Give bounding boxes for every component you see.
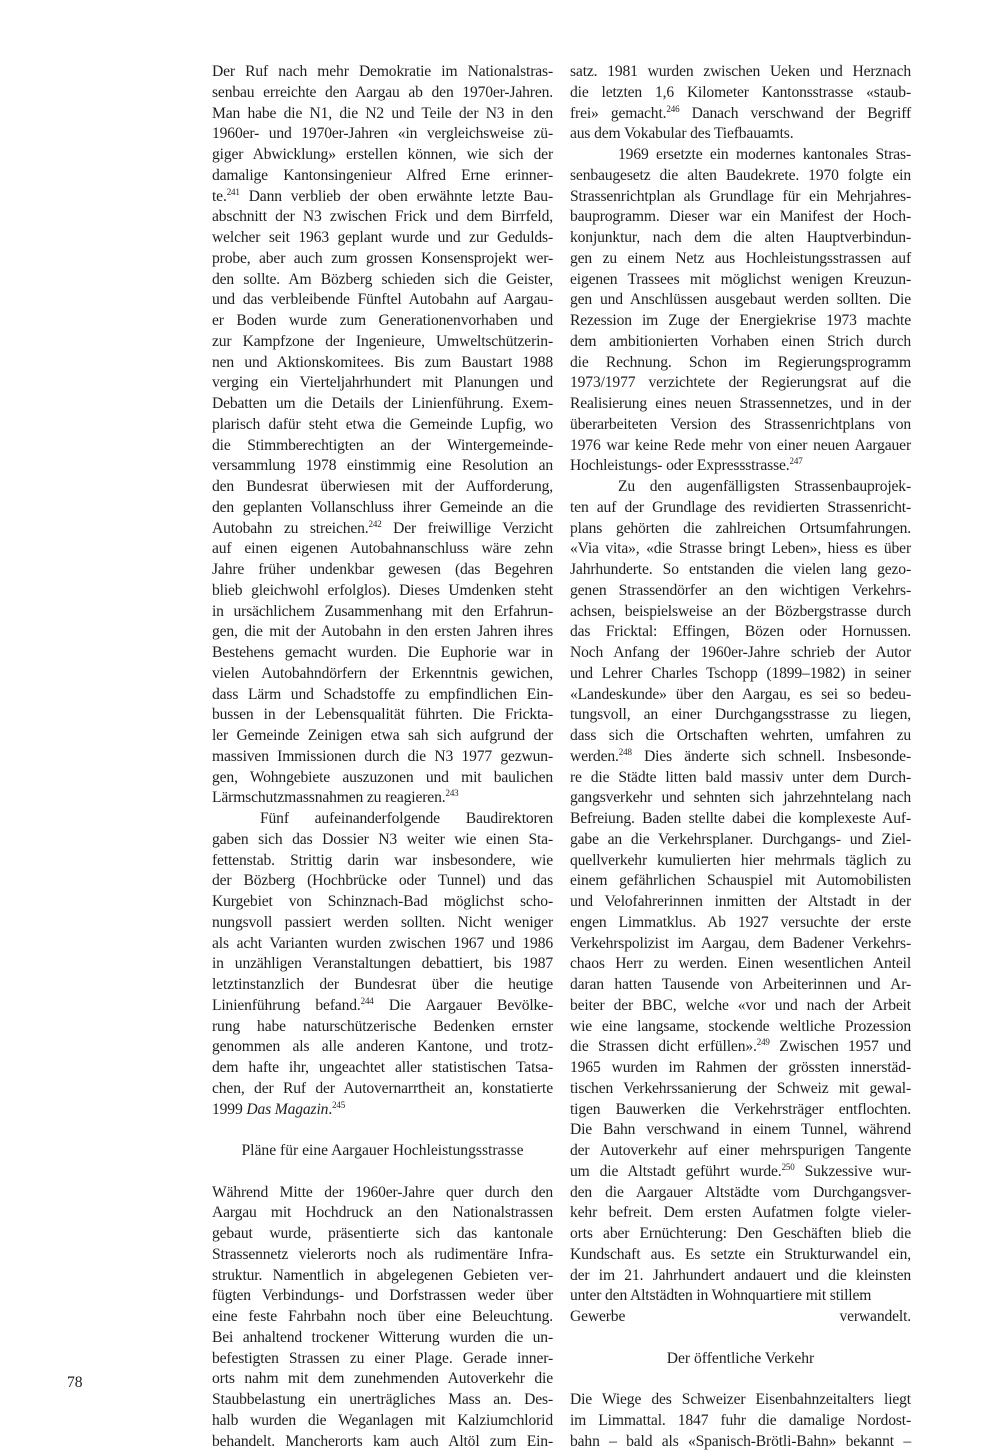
spacer xyxy=(570,1328,911,1349)
text-line: als acht Varianten wurden zwischen 1967 und 1986 xyxy=(212,934,553,952)
text-line: re die Städte litten bald massiv unter dem Durch- xyxy=(570,768,911,786)
text-line: genen Strassendörfer an den wichtigen Verkehrs- xyxy=(570,581,911,599)
text-line: welcher seit 1963 geplant wurde und zur Gedulds- xyxy=(212,229,553,246)
text-line: fettenstab. Strittig darin war insbesondere, wie xyxy=(212,851,553,869)
section-heading: Pläne für eine Aargauer Hochleistungsstrasse xyxy=(241,1142,524,1159)
text-line: «Landeskunde» über den Aargau, es sei so bedeu- xyxy=(570,685,911,703)
text-line: gangsverkehr und sehnten sich jahrzehntelang nach xyxy=(570,789,911,807)
text-line: Die Bahn verschwand in einem Tunnel, während xyxy=(570,1121,911,1139)
text-line: eine feste Fahrbahn noch über eine Beleuchtung. xyxy=(212,1308,553,1325)
text-line: gen und Anschlüssen ausgebaut werden sollten. Die xyxy=(570,291,911,309)
text-line: aus dem Vokabular des Tiefbauamts. xyxy=(570,125,794,143)
text-line: den Bundesrat überwiesen mit der Aufforderung, xyxy=(212,478,553,495)
text-line: Hochleistungs- oder Expressstrasse.$^{247}$ xyxy=(570,456,803,475)
text-line: orts nahm mit dem zunehmenden Autoverkehr die xyxy=(212,1370,553,1388)
text-line: daran hatten Tausende von Arbeiterinnen und Ar- xyxy=(570,976,911,993)
right-column xyxy=(570,62,911,1452)
text-line: Die Wiege des Schweizer Eisenbahnzeitalters liegt xyxy=(570,1391,911,1408)
text-line: Kurgebiet von Schinznach-Bad möglichst scho- xyxy=(212,893,553,910)
text-line: Staubbelastung ein unerträgliches Mass an. Des- xyxy=(212,1391,553,1408)
text-line: die Rechnung. Schon im Regierungsprogramm xyxy=(570,353,911,371)
text-line: der Bözberg (Hochbrücke oder Tunnel) und das xyxy=(212,872,553,890)
text-line: und Lehrer Charles Tschopp (1899–1982) in seiner xyxy=(570,664,911,682)
text-line: orts aber Ernüchterung: Den Geschäften blieb die xyxy=(570,1225,911,1242)
text-line: Noch Anfang der 1960er-Jahre schrieb der Autor xyxy=(570,644,911,661)
text-line: quellverkehr kumulierten hier mehrmals täglich zu xyxy=(570,851,911,869)
spacer xyxy=(212,1162,553,1183)
footnote-ref: 243 xyxy=(445,788,459,799)
text-line: struktur. Namentlich in abgelegenen Gebieten ver- xyxy=(212,1266,553,1284)
text-line: dem ambitionierten Vorhaben einen Strich durch xyxy=(570,332,911,350)
text-line: Verkehrspolizist im Aargau, dem Badener Verkehrs- xyxy=(570,934,911,952)
text-line: befestigten Strassen zu einer Plage. Gerade inner- xyxy=(212,1349,553,1367)
text-line: er Boden wurde zum Generationenvorhaben und xyxy=(212,312,553,329)
text-line: im Limmattal. 1847 fuhr die damalige Nordost- xyxy=(570,1411,911,1429)
text-line: «Via vita», «die Strasse bringt Leben», hiess es über xyxy=(570,540,911,558)
footnote-ref: 249 xyxy=(756,1037,770,1048)
text-line: bussen in der Lebensqualität führten. Die Frickta- xyxy=(212,706,553,724)
text-line: plans gehörten die zahlreichen Ortsumfahrungen. xyxy=(570,519,911,537)
text-line: Strassenrichtplan als Grundlage für ein Mehrjahres- xyxy=(570,187,911,205)
text-line: der im 21. Jahrhundert andauert und die kleinsten xyxy=(570,1266,911,1284)
text-line: Zu den augenfälligsten Strassenbauprojek- xyxy=(618,478,911,495)
text-line: 1999 Das Magazin.$^{245}$ xyxy=(212,1099,346,1118)
text-line: den geplanten Vollanschluss ihrer Gemeinde an die xyxy=(212,498,553,516)
spacer xyxy=(570,1369,911,1390)
text-line: tischen Verkehrssanierung der Schweiz mit gewal- xyxy=(570,1079,911,1097)
text-line: te.$^{241}$ Dann verblieb der oben erwähnte letzte Bau- xyxy=(212,186,553,205)
text-line: 1976 war keine Rede mehr von einer neuen Aargauer xyxy=(570,436,911,454)
text-line: in ursächlichem Zusammenhang mit den Erfahrun- xyxy=(212,602,553,620)
text-line: gabe an die Verkehrsplaner. Durchgangs- und Ziel- xyxy=(570,830,911,848)
text-line: versammlung 1978 einstimmig eine Resolution an xyxy=(212,457,553,475)
text-line: behandelt. Mancherorts kam auch Altöl zum Ein- xyxy=(212,1432,553,1450)
text-line: senbau erreichte den Aargau ab den 1970er-Jahren. xyxy=(212,83,553,101)
text-line: bahn – bald als «Spanisch-Brötli-Bahn» bekannt – xyxy=(570,1432,911,1450)
footnote-ref: 247 xyxy=(789,456,803,467)
text-line: einem gefährlichen Schauspiel mit Automobilisten xyxy=(570,872,911,890)
text-line: nen und Aktionskomitees. Bis zum Baustart 1988 xyxy=(212,353,553,371)
text-line: chen, der Ruf der Autovernarrtheit an, konstatierte xyxy=(212,1079,553,1097)
text-line: das Fricktal: Effingen, Bözen oder Hornussen. xyxy=(570,623,911,641)
text-line: auf einen eigenen Autobahnanschluss wäre zehn xyxy=(212,540,553,558)
text-line: bauprogramm. Dieser war ein Manifest der Hoch- xyxy=(570,208,911,226)
text-line: Debatten um die Details der Linienführung. Exem- xyxy=(212,395,553,412)
text-line: frei» gemacht.$^{246}$ Danach verschwand der Begriff xyxy=(570,103,911,122)
text-line: dass Lärm und Schadstoffe zu empfindlichen Ein- xyxy=(212,685,553,703)
text-line: dass sich die Ortschaften wehrten, umfahren zu xyxy=(570,727,911,744)
footnote-ref: 245 xyxy=(332,1099,346,1110)
text-line: tungsvoll, an einer Durchgangsstrasse zu liegen, xyxy=(570,706,911,724)
text-line: kehr befreit. Dem ersten Aufatmen folgte vieler- xyxy=(570,1204,911,1222)
text-line: und Velofahrerinnen inmitten der Altstadt in der xyxy=(570,893,911,910)
text-line: Strassennetz vielerorts noch als rudimentäre Infra- xyxy=(212,1245,553,1263)
text-line: Lärmschutzmassnahmen zu reagieren.$^{243}$ xyxy=(212,788,459,807)
text-line: beiter der BBC, welche «vor und nach der Arbeit xyxy=(570,996,911,1014)
text-line: den sollte. Am Bözberg schieden sich die Geister, xyxy=(212,270,553,288)
text-line: 1965 wurden im Rahmen der grössten innerstäd- xyxy=(570,1059,911,1076)
text-line: plarisch dafür steht etwa die Gemeinde Lupfig, wo xyxy=(212,415,553,433)
text-line: satz. 1981 wurden zwischen Ueken und Herznach xyxy=(570,63,911,80)
text-line: 1960er- und 1970er-Jahren «in vergleichsweise zü- xyxy=(212,125,553,143)
text-line: probe, aber auch zum grossen Konsensprojekt wer- xyxy=(212,249,553,267)
text-line: letztinstanzlich der Bundesrat über die heutige xyxy=(212,976,553,993)
text-line: dem hafte ihr, ungeachtet aller statistischen Tatsa- xyxy=(212,1059,553,1076)
text-line: Jahrhunderte. So entstanden die vielen lang gezo- xyxy=(570,561,911,578)
italic-title: Das Magazin xyxy=(246,1100,329,1118)
text-line: die Strassen dicht erfüllen».$^{249}$ Zwischen 1957 und xyxy=(570,1037,911,1056)
text-line: Linienführung befand.$^{244}$ Die Aargauer Bevölke- xyxy=(212,995,553,1014)
text-line: überarbeiteten Version des Strassenrichtplans von xyxy=(570,415,911,433)
text-line: gebaut wurde, präsentierte sich das kantonale xyxy=(212,1225,553,1242)
text-line: unter den Altstädten in Wohnquartiere mit stillem xyxy=(570,1287,872,1305)
text-line: Der Ruf nach mehr Demokratie im Nationalstras- xyxy=(212,63,553,80)
text-line: um die Altstadt geführt wurde.$^{250}$ Sukzessive wur- xyxy=(570,1161,911,1180)
text-line: blieb gleichwohl erfolglos). Dieses Umdenken steht xyxy=(212,581,553,599)
text-line: halb wurden die Weganlagen mit Kalziumchlorid xyxy=(212,1411,553,1429)
text-line: und das verbleibende Fünftel Autobahn auf Aargau- xyxy=(212,291,553,309)
text-line: damalige Kantonsingenieur Alfred Erne erinner- xyxy=(212,166,553,184)
text-line: Fünf aufeinanderfolgende Baudirektoren xyxy=(260,810,553,827)
text-line: ler Gemeinde Zeinigen etwa sah sich aufgrund der xyxy=(212,727,553,744)
text-line: tigen Bauwerken die Verkehrsträger entflochten. xyxy=(570,1100,911,1118)
text-line: in unzähligen Veranstaltungen debattiert, bis 1987 xyxy=(212,955,553,973)
text-line: Bestehens gemacht wurden. Die Euphorie war in xyxy=(212,644,553,661)
text-line: verging ein Vierteljahrhundert mit Planungen und xyxy=(212,374,553,392)
text-line: fügten Verbindungs- und Dorfstrassen weder über xyxy=(212,1287,553,1305)
text-line: massiven Immissionen durch die N3 1977 gezwun- xyxy=(212,747,553,765)
text-line: Kundschaft aus. Es setzte ein Strukturwandel ein, xyxy=(570,1245,911,1263)
spacer xyxy=(212,1120,553,1141)
left-column xyxy=(212,62,553,1452)
text-line: achsen, beispielsweise an der Bözbergstrasse durch xyxy=(570,602,911,620)
text-line: Rezession im Zuge der Energiekrise 1973 machte xyxy=(570,312,911,329)
text-line: engen Limmatklus. Ab 1927 versuchte der erste xyxy=(570,913,911,931)
text-line: wie eine langsame, stockende weltliche Prozession xyxy=(570,1017,911,1035)
text-line: Aargau mit Hochdruck an den Nationalstrassen xyxy=(212,1204,553,1222)
text-line: giger Abwicklung» erstellen können, wie sich der xyxy=(212,146,553,163)
text-line: genommen als alle anderen Kantone, und trotz- xyxy=(212,1038,553,1056)
text-line: Während Mitte der 1960er-Jahre quer durch den xyxy=(212,1183,553,1201)
text-line: abschnitt der N3 zwischen Frick und dem Birrfeld, xyxy=(212,208,553,226)
text-line: ten auf der Grundlage des revidierten Strassenricht- xyxy=(570,498,911,516)
text-line: gen, Wohngebiete auszuzonen und mit baulichen xyxy=(212,768,553,786)
text-line: 1969 ersetzte ein modernes kantonales Stras- xyxy=(618,146,911,163)
text-line: Realisierung eines neuen Strassennetzes, und in der xyxy=(570,395,911,412)
text-line: eigenen Trassees mit möglichst wenigen Kreuzun- xyxy=(570,270,911,288)
text-line: Autobahn zu streichen.$^{242}$ Der freiwillige Verzicht xyxy=(212,518,553,537)
text-line: die letzten 1,6 Kilometer Kantonsstrasse «staub- xyxy=(570,83,911,101)
footnote-ref: 250 xyxy=(781,1161,795,1172)
text-line: senbaugesetz die alten Baudekrete. 1970 folgte ein xyxy=(570,166,911,184)
footnote-ref: 241 xyxy=(226,186,240,197)
text-line: Jahre früher undenkbar gewesen (das Begehren xyxy=(212,561,553,578)
text-line: 1973/1977 verzichtete der Regierungsrat auf die xyxy=(570,374,911,392)
text-line: chaos Herr zu werden. Einen wesentlichen Anteil xyxy=(570,955,911,973)
section-heading: Der öffentliche Verkehr xyxy=(666,1349,815,1367)
footnote-ref: 248 xyxy=(618,746,632,757)
text-line: die Stimmberechtigten an der Wintergemeinde- xyxy=(212,436,553,454)
footnote-ref: 244 xyxy=(360,995,374,1006)
text-line: gen zu einem Netz aus Hochleistungsstrassen auf xyxy=(570,249,911,267)
footnote-ref: 242 xyxy=(368,518,382,529)
text-line: gen, die mit der Autobahn in den ersten Jahren ihres xyxy=(212,623,553,641)
text-line: Bei anhaltend trockener Witterung wurden die un- xyxy=(212,1328,553,1346)
text-line: konjunktur, nach dem die alten Hauptverbindun- xyxy=(570,229,911,246)
text-line: rung habe naturschützerische Bedenken ernster xyxy=(212,1017,553,1035)
text-line: zur Kampfzone der Ingenieure, Umweltschützerin- xyxy=(212,332,553,350)
text-line: Man habe die N1, die N2 und Teile der N3 in den xyxy=(212,104,553,122)
text-line: gaben sich das Dossier N3 weiter wie einen Sta- xyxy=(212,830,553,848)
text-line: vielen Autobahndörfern der Erkenntnis gewichen, xyxy=(212,664,553,682)
text-line: Gewerbe verwandelt. xyxy=(570,1308,911,1325)
footnote-ref: 246 xyxy=(666,103,680,114)
page-number: 78 xyxy=(67,1374,83,1391)
text-line: der Autoverkehr auf einer mehrspurigen Tangente xyxy=(570,1142,911,1159)
text-line: nungsvoll passiert werden sollten. Nicht weniger xyxy=(212,913,553,931)
text-line: Befreiung. Baden stellte dabei die komplexeste Auf- xyxy=(570,810,911,827)
text-line: werden.$^{248}$ Dies änderte sich schnell. Insbesonde- xyxy=(570,746,911,765)
text-line: den die Aargauer Altstädte vom Durchgangsver- xyxy=(570,1183,911,1201)
